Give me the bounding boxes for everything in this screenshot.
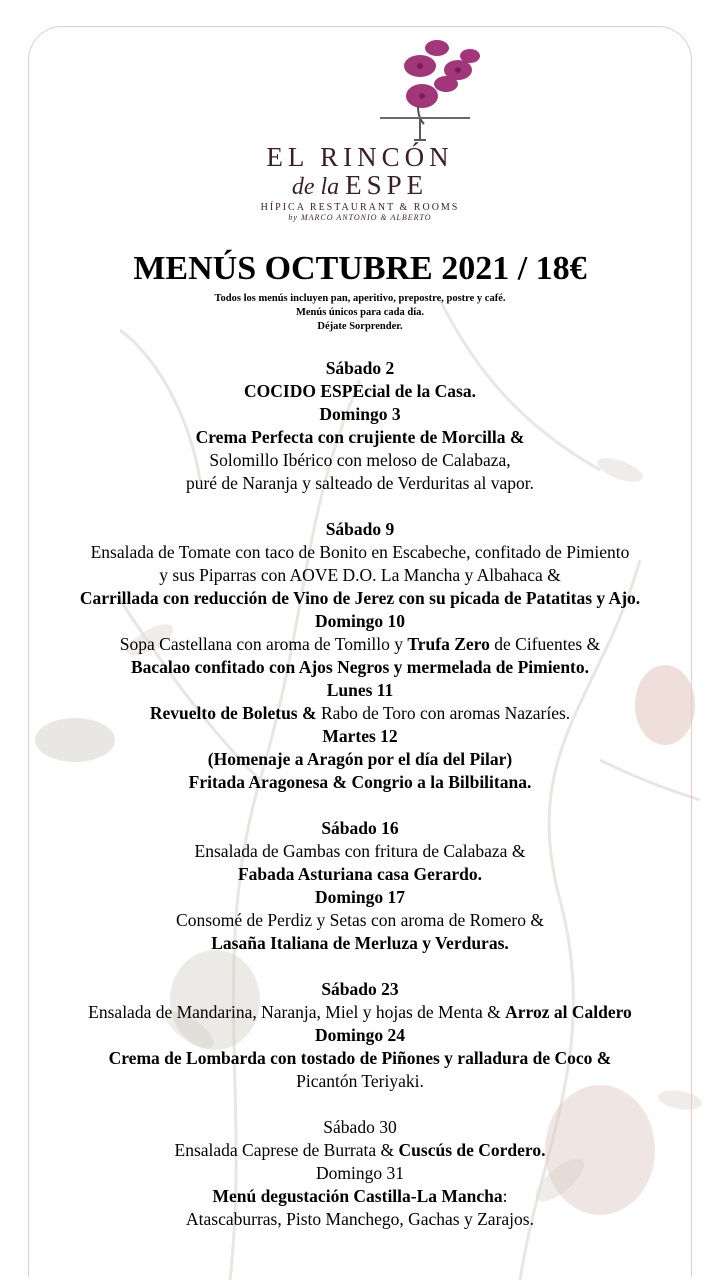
dish-part: Ensalada Caprese de Burrata & [174, 1140, 399, 1160]
brand-name-espe [0, 170, 720, 201]
brand-subtitle: HÍPICA RESTAURANT & ROOMS [260, 202, 460, 213]
menu-dish: Fritada Aragonesa & Congrio a la Bilbilitana. [188, 772, 532, 792]
menu-day: Domingo 10 [315, 611, 405, 631]
menu-dish [0, 1139, 720, 1162]
menu-dish: y sus Piparras con AOVE D.O. La Mancha y Albahaca & [159, 565, 561, 585]
menu-day: Lunes 11 [326, 680, 394, 700]
menu-dish: Fabada Asturiana casa Gerardo. [237, 864, 483, 884]
note-line: Déjate Sorprender. [317, 321, 403, 332]
menu-dish [0, 1001, 720, 1024]
menu-day: Domingo 31 [316, 1163, 404, 1183]
menu-notes [0, 292, 720, 334]
dish-part: Rabo de Toro con aromas Nazaríes. [316, 703, 571, 723]
dish-part-bold: Revuelto de Boletus & [149, 703, 317, 723]
menu-dish [0, 1185, 720, 1208]
menu-dish: Ensalada de Tomate con taco de Bonito en Escabeche, confitado de Pimiento [90, 542, 630, 562]
menu-dish: Crema de Lombarda con tostado de Piñones y ralladura de Coco & [108, 1048, 612, 1068]
dish-part: Sopa Castellana con aroma de Tomillo y [119, 634, 408, 654]
brand-name: EL RINCÓN [266, 142, 454, 172]
menu-dish [0, 702, 720, 725]
brand-dela: de la [291, 174, 340, 200]
logo [0, 36, 720, 226]
orchid-icon [0, 36, 720, 146]
dish-part-bold: Trufa Zero [407, 634, 490, 654]
dish-part-bold: Arroz al Caldero [505, 1002, 632, 1022]
menu-dish [0, 633, 720, 656]
menu-dish: (Homenaje a Aragón por el día del Pilar) [207, 749, 513, 769]
menu-list [0, 357, 720, 1231]
menu-day: Sábado 23 [321, 979, 399, 999]
dish-part-bold: Menú degustación Castilla-La Mancha [212, 1186, 503, 1206]
menu-dish: Ensalada de Gambas con fritura de Calabaza & [194, 841, 526, 861]
menu-dish: Consomé de Perdiz y Setas con aroma de Romero & [176, 910, 544, 930]
menu-dish: Carrillada con reducción de Vino de Jerez con su picada de Patatitas y Ajo. [79, 588, 641, 608]
menu-dish: puré de Naranja y salteado de Verduritas al vapor. [185, 473, 535, 493]
menu-day: Martes 12 [322, 726, 398, 746]
menu-day: Domingo 3 [319, 404, 401, 424]
menu-day: Domingo 24 [315, 1025, 405, 1045]
note-line: Todos los menús incluyen pan, aperitivo, prepostre, postre y café. [214, 293, 506, 304]
dish-part: : [502, 1186, 508, 1206]
menu-day: Domingo 17 [315, 887, 405, 907]
menu-dish: COCIDO ESPEcial de la Casa. [244, 381, 476, 401]
brand-espe: ESPE [345, 170, 429, 200]
dish-part-bold: Cuscús de Cordero. [398, 1140, 546, 1160]
menu-dish: Crema Perfecta con crujiente de Morcilla & [195, 427, 525, 447]
menu-day: Sábado 16 [321, 818, 399, 838]
menu-dish: Bacalao confitado con Ajos Negros y mermelada de Pimiento. [130, 657, 590, 677]
brand-byline: by MARCO ANTONIO & ALBERTO [288, 213, 432, 222]
menu-dish: Picantón Teriyaki. [296, 1071, 424, 1091]
menu-day: Sábado 9 [325, 519, 395, 539]
menu-dish: Lasaña Italiana de Merluza y Verduras. [211, 933, 509, 953]
menu-day: Sábado 2 [325, 358, 395, 378]
menu-day: Sábado 30 [323, 1117, 397, 1137]
dish-part: Ensalada de Mandarina, Naranja, Miel y hojas de Menta & [88, 1002, 506, 1022]
menu-dish: Atascaburras, Pisto Manchego, Gachas y Zarajos. [186, 1209, 534, 1229]
menu-dish: Solomillo Ibérico con meloso de Calabaza, [209, 450, 511, 470]
dish-part: de Cifuentes & [489, 634, 601, 654]
page-title: MENÚS OCTUBRE 2021 / 18€ [133, 250, 587, 287]
note-line: Menús únicos para cada día. [295, 307, 425, 318]
